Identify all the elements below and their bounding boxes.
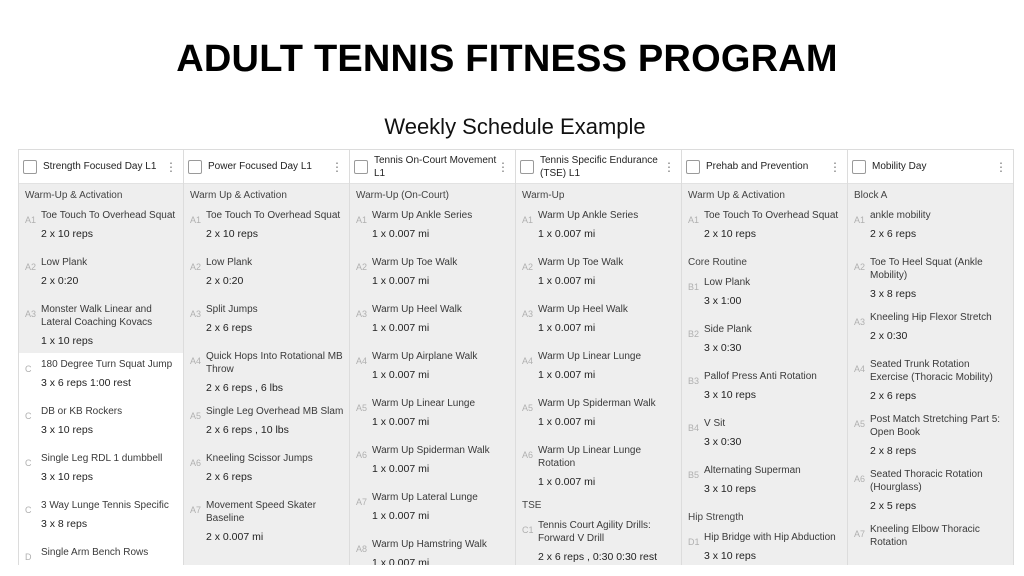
exercise-name: Kneeling Scissor Jumps	[206, 453, 313, 464]
select-day-checkbox[interactable]	[852, 160, 866, 174]
exercise-prescription: 1 x 0.007 mi	[372, 510, 430, 522]
exercise-content	[538, 395, 677, 439]
exercise-code: A3	[190, 309, 202, 319]
exercise-prescription: 2 x 0:20	[206, 275, 244, 287]
exercise-name: Warm Up Spiderman Walk	[538, 398, 656, 409]
day-title: Prehab and Prevention	[706, 161, 809, 172]
exercise-code: C	[25, 364, 32, 374]
exercise-prescription: 2 x 6 reps , 0:30 0:30 rest	[538, 551, 658, 563]
exercise-prescription: 2 x 6 reps	[206, 322, 253, 334]
exercise-code: A7	[190, 505, 202, 515]
exercise-code: A3	[356, 309, 368, 319]
exercise-name: Quick Hops Into Rotational MB Throw	[206, 351, 343, 375]
exercise-content	[870, 356, 1009, 408]
exercise-content	[870, 309, 1009, 353]
exercise-name: Low Plank	[206, 257, 253, 268]
day-title: Tennis Specific Endurance (TSE) L1	[540, 154, 658, 179]
exercise-name: DB or KB Rockers	[41, 406, 123, 417]
exercise-item[interactable]	[350, 298, 515, 345]
exercise-content	[538, 348, 677, 392]
exercise-prescription: 2 x 10 reps	[41, 228, 93, 240]
exercise-item[interactable]	[19, 298, 183, 353]
exercise-name: Toe To Heel Squat (Ankle Mobility)	[870, 257, 983, 281]
exercise-content	[538, 517, 677, 565]
day-column-header	[19, 150, 183, 184]
exercise-name: 180 Degree Turn Squat Jump	[41, 359, 173, 370]
exercise-item[interactable]	[682, 271, 847, 318]
exercise-content	[870, 254, 1009, 306]
exercise-content	[372, 442, 511, 486]
exercise-code: A4	[190, 356, 202, 366]
more-options-icon[interactable]: ⋮	[995, 159, 1007, 174]
exercise-name: Warm Up Heel Walk	[372, 304, 462, 315]
exercise-name: Toe Touch To Overhead Squat	[41, 210, 176, 221]
exercise-content	[372, 489, 511, 533]
day-column-header	[516, 150, 681, 184]
exercise-code: A3	[25, 309, 37, 319]
exercise-code: A8	[356, 544, 368, 554]
exercise-name: Post Match Stretching Part 5: Open Book	[870, 414, 1001, 438]
exercise-content	[372, 301, 511, 345]
exercise-prescription: 3 x 8 reps	[41, 518, 88, 530]
exercise-content	[538, 254, 677, 298]
exercise-name: Single Leg RDL 1 dumbbell	[41, 453, 163, 464]
exercise-content	[206, 450, 345, 494]
exercise-code: A7	[356, 497, 368, 507]
select-day-checkbox[interactable]	[23, 160, 37, 174]
day-title: Strength Focused Day L1	[43, 161, 157, 172]
day-column-header	[350, 150, 515, 184]
exercise-prescription: 1 x 0.007 mi	[538, 476, 596, 488]
exercise-content	[538, 442, 677, 494]
exercise-code: A2	[25, 262, 37, 272]
exercise-content	[41, 254, 179, 298]
exercise-content	[206, 254, 345, 298]
exercise-code: B4	[688, 423, 700, 433]
exercise-code: A6	[854, 474, 866, 484]
day-column-body	[184, 184, 349, 565]
section-heading: Block A	[854, 190, 888, 201]
exercise-item[interactable]	[682, 526, 847, 565]
exercise-name: Warm Up Ankle Series	[538, 210, 639, 221]
exercise-code: B5	[688, 470, 700, 480]
exercise-name: Warm Up Linear Lunge Rotation	[538, 445, 642, 469]
day-column-header	[184, 150, 349, 184]
exercise-item[interactable]	[682, 204, 847, 251]
exercise-content	[372, 536, 511, 565]
exercise-item[interactable]	[848, 353, 1013, 408]
exercise-item[interactable]	[848, 306, 1013, 353]
exercise-content	[206, 403, 345, 447]
exercise-content	[704, 462, 843, 506]
exercise-item[interactable]	[516, 514, 681, 565]
select-day-checkbox[interactable]	[354, 160, 368, 174]
exercise-name: Low Plank	[704, 277, 751, 288]
exercise-code: C	[25, 411, 32, 421]
section-heading: Warm Up & Activation	[190, 190, 287, 201]
exercise-prescription: 1 x 10 reps	[41, 335, 93, 347]
exercise-content	[206, 348, 345, 400]
exercise-item[interactable]	[682, 459, 847, 506]
exercise-item[interactable]	[848, 463, 1013, 518]
exercise-name: Warm Up Spiderman Walk	[372, 445, 490, 456]
exercise-content	[704, 415, 843, 459]
exercise-content	[870, 521, 1009, 565]
exercise-code: B2	[688, 329, 700, 339]
exercise-code: A5	[356, 403, 368, 413]
exercise-code: A1	[356, 215, 368, 225]
exercise-name: Seated Trunk Rotation Exercise (Thoracic Mobility)	[870, 359, 993, 383]
exercise-code: A2	[522, 262, 534, 272]
exercise-prescription: 3 x 6 reps 1:00 rest	[41, 377, 131, 389]
weekly-schedule-board	[18, 149, 1014, 565]
exercise-name: Kneeling Elbow Thoracic Rotation	[870, 524, 980, 548]
more-options-icon[interactable]: ⋮	[829, 159, 841, 174]
exercise-item[interactable]	[848, 518, 1013, 565]
exercise-code: D1	[688, 537, 700, 547]
exercise-prescription: 2 x 10 reps	[704, 228, 756, 240]
exercise-content	[704, 274, 843, 318]
exercise-content	[206, 497, 345, 549]
exercise-prescription: 1 x 0.007 mi	[538, 369, 596, 381]
exercise-name: Warm Up Airplane Walk	[372, 351, 478, 362]
day-title: Tennis On-Court Movement L1	[374, 154, 497, 179]
exercise-name: Toe Touch To Overhead Squat	[704, 210, 839, 221]
exercise-prescription: 3 x 1:00	[704, 295, 742, 307]
exercise-code: A3	[854, 317, 866, 327]
exercise-name: Warm Up Heel Walk	[538, 304, 628, 315]
exercise-code: B3	[688, 376, 700, 386]
select-day-checkbox[interactable]	[188, 160, 202, 174]
exercise-name: Tennis Court Agility Drills: Forward V Drill	[538, 520, 651, 544]
exercise-item[interactable]	[19, 353, 183, 400]
exercise-content	[704, 529, 843, 565]
exercise-name: Pallof Press Anti Rotation	[704, 371, 817, 382]
exercise-code: A2	[854, 262, 866, 272]
exercise-item[interactable]	[516, 204, 681, 251]
exercise-name: V Sit	[704, 418, 726, 429]
more-options-icon[interactable]: ⋮	[497, 159, 509, 174]
exercise-item[interactable]	[516, 298, 681, 345]
exercise-item[interactable]	[350, 251, 515, 298]
exercise-prescription: 1 x 0.007 mi	[372, 463, 430, 475]
exercise-code: A5	[854, 419, 866, 429]
exercise-code: A4	[854, 364, 866, 374]
section-heading: TSE	[522, 500, 542, 511]
day-column-body	[682, 184, 847, 565]
exercise-code: A6	[190, 458, 202, 468]
section-heading: Warm Up & Activation	[688, 190, 785, 201]
exercise-content	[372, 395, 511, 439]
exercise-name: ankle mobility	[870, 210, 931, 221]
exercise-code: A2	[190, 262, 202, 272]
day-column-header	[848, 150, 1013, 184]
section-heading: Warm-Up & Activation	[25, 190, 123, 201]
exercise-prescription: 2 x 6 reps	[870, 228, 917, 240]
day-column-body	[350, 184, 515, 565]
section-heading: Warm-Up	[522, 190, 565, 201]
exercise-content	[206, 207, 345, 251]
exercise-content	[206, 301, 345, 345]
exercise-prescription: 2 x 6 reps	[870, 390, 917, 402]
exercise-code: B1	[688, 282, 700, 292]
exercise-prescription: 1 x 0.007 mi	[372, 369, 430, 381]
exercise-content	[41, 497, 179, 541]
exercise-prescription: 1 x 0.007 mi	[372, 228, 430, 240]
exercise-prescription	[41, 559, 179, 565]
exercise-name: Warm Up Toe Walk	[372, 257, 458, 268]
section-heading: Hip Strength	[688, 512, 744, 523]
exercise-name: Warm Up Ankle Series	[372, 210, 473, 221]
exercise-prescription: 3 x 10 reps	[704, 389, 756, 401]
exercise-name: Warm Up Toe Walk	[538, 257, 624, 268]
exercise-prescription: 3 x 0:30	[704, 436, 742, 448]
exercise-item[interactable]	[682, 318, 847, 365]
exercise-name: Warm Up Lateral Lunge	[372, 492, 478, 503]
exercise-content	[704, 321, 843, 365]
exercise-item[interactable]	[19, 204, 183, 251]
exercise-prescription: 2 x 0:20	[41, 275, 79, 287]
exercise-name: Alternating Superman	[704, 465, 801, 476]
exercise-prescription: 1 x 0.007 mi	[372, 416, 430, 428]
exercise-name: Kneeling Hip Flexor Stretch	[870, 312, 992, 323]
exercise-code: A1	[522, 215, 534, 225]
exercise-item[interactable]	[19, 494, 183, 541]
exercise-code: C1	[522, 525, 534, 535]
exercise-item[interactable]	[184, 345, 349, 400]
exercise-item[interactable]	[848, 251, 1013, 306]
exercise-prescription	[870, 549, 1009, 561]
exercise-prescription: 3 x 0:30	[704, 342, 742, 354]
day-column	[516, 150, 682, 565]
exercise-prescription: 2 x 5 reps	[870, 500, 917, 512]
exercise-prescription: 1 x 0.007 mi	[538, 228, 596, 240]
exercise-prescription: 2 x 8 reps	[870, 445, 917, 457]
exercise-content	[41, 356, 179, 400]
day-column-header	[682, 150, 847, 184]
exercise-code: C	[25, 458, 32, 468]
more-options-icon[interactable]: ⋮	[331, 159, 343, 174]
day-column	[184, 150, 350, 565]
exercise-prescription: 3 x 10 reps	[41, 424, 93, 436]
exercise-prescription: 3 x 10 reps	[704, 483, 756, 495]
exercise-item[interactable]	[516, 251, 681, 298]
exercise-prescription: 3 x 10 reps	[704, 550, 756, 562]
exercise-code: A6	[522, 450, 534, 460]
exercise-code: A1	[688, 215, 700, 225]
exercise-prescription: 3 x 10 reps	[41, 471, 93, 483]
exercise-content	[41, 207, 179, 251]
day-column-body	[19, 184, 183, 565]
exercise-content	[538, 207, 677, 251]
exercise-name: Split Jumps	[206, 304, 258, 315]
exercise-name: Toe Touch To Overhead Squat	[206, 210, 341, 221]
exercise-code: A3	[522, 309, 534, 319]
exercise-name: Monster Walk Linear and Lateral Coaching Kovacs	[41, 304, 153, 328]
section-heading: Warm-Up (On-Court)	[356, 190, 449, 201]
exercise-name: Low Plank	[41, 257, 88, 268]
exercise-item[interactable]	[350, 486, 515, 533]
exercise-code: A6	[356, 450, 368, 460]
exercise-content	[41, 544, 179, 565]
select-day-checkbox[interactable]	[520, 160, 534, 174]
exercise-code: A1	[190, 215, 202, 225]
exercise-code: D	[25, 552, 32, 562]
exercise-item[interactable]	[516, 345, 681, 392]
more-options-icon[interactable]: ⋮	[165, 159, 177, 174]
exercise-content	[372, 348, 511, 392]
exercise-name: Single Leg Overhead MB Slam	[206, 406, 344, 417]
exercise-prescription: 1 x 0.007 mi	[372, 557, 430, 565]
exercise-item[interactable]	[682, 412, 847, 459]
exercise-content	[41, 301, 179, 353]
exercise-item[interactable]	[350, 204, 515, 251]
exercise-item[interactable]	[19, 400, 183, 447]
exercise-prescription: 2 x 0.007 mi	[206, 531, 264, 543]
exercise-code: A4	[522, 356, 534, 366]
day-column	[848, 150, 1014, 565]
exercise-name: Hip Bridge with Hip Abduction	[704, 532, 836, 543]
select-day-checkbox[interactable]	[686, 160, 700, 174]
exercise-name: Seated Thoracic Rotation (Hourglass)	[870, 469, 983, 493]
exercise-name: 3 Way Lunge Tennis Specific	[41, 500, 169, 511]
exercise-prescription: 3 x 8 reps	[870, 288, 917, 300]
exercise-name: Warm Up Hamstring Walk	[372, 539, 487, 550]
exercise-prescription: 2 x 10 reps	[206, 228, 258, 240]
exercise-item[interactable]	[682, 365, 847, 412]
exercise-content	[372, 254, 511, 298]
exercise-item[interactable]	[350, 439, 515, 486]
exercise-prescription: 2 x 6 reps	[206, 471, 253, 483]
day-column	[682, 150, 848, 565]
exercise-item[interactable]	[184, 447, 349, 494]
exercise-code: A1	[25, 215, 37, 225]
exercise-item[interactable]	[848, 408, 1013, 463]
exercise-content	[870, 411, 1009, 463]
exercise-item[interactable]	[184, 204, 349, 251]
exercise-content	[41, 450, 179, 494]
day-column	[350, 150, 516, 565]
exercise-item[interactable]	[19, 447, 183, 494]
exercise-item[interactable]	[848, 204, 1013, 251]
day-title: Mobility Day	[872, 161, 927, 172]
exercise-item[interactable]	[184, 400, 349, 447]
exercise-item[interactable]	[184, 494, 349, 549]
exercise-content	[538, 301, 677, 345]
exercise-name: Warm Up Linear Lunge	[372, 398, 476, 409]
exercise-code: A5	[522, 403, 534, 413]
exercise-name: Movement Speed Skater Baseline	[206, 500, 317, 524]
exercise-code: C	[25, 505, 32, 515]
exercise-prescription: 1 x 0.007 mi	[538, 275, 596, 287]
exercise-code: A1	[854, 215, 866, 225]
exercise-item[interactable]	[184, 251, 349, 298]
exercise-prescription: 2 x 6 reps , 6 lbs	[206, 382, 284, 394]
day-column	[18, 150, 184, 565]
exercise-item[interactable]	[516, 439, 681, 494]
page-subtitle: Weekly Schedule Example	[384, 114, 646, 139]
exercise-item[interactable]	[19, 251, 183, 298]
exercise-content	[704, 368, 843, 412]
exercise-item[interactable]	[19, 541, 183, 565]
exercise-content	[870, 207, 1009, 251]
exercise-name: Warm Up Linear Lunge	[538, 351, 642, 362]
exercise-prescription: 1 x 0.007 mi	[538, 322, 596, 334]
exercise-code: A7	[854, 529, 866, 539]
exercise-item[interactable]	[516, 392, 681, 439]
exercise-content	[372, 207, 511, 251]
exercise-prescription: 1 x 0.007 mi	[372, 275, 430, 287]
exercise-name: Side Plank	[704, 324, 752, 335]
exercise-item[interactable]	[350, 392, 515, 439]
exercise-name: Single Arm Bench Rows	[41, 547, 149, 558]
exercise-code: A5	[190, 411, 202, 421]
exercise-prescription: 2 x 6 reps , 10 lbs	[206, 424, 289, 436]
exercise-code: A2	[356, 262, 368, 272]
section-heading: Core Routine	[688, 257, 747, 268]
exercise-prescription: 1 x 0.007 mi	[372, 322, 430, 334]
exercise-content	[870, 466, 1009, 518]
more-options-icon[interactable]: ⋮	[663, 159, 675, 174]
day-title: Power Focused Day L1	[208, 161, 312, 172]
exercise-prescription: 2 x 0:30	[870, 330, 908, 342]
page-title: ADULT TENNIS FITNESS PROGRAM	[176, 38, 838, 80]
exercise-content	[704, 207, 843, 251]
exercise-prescription: 1 x 0.007 mi	[538, 416, 596, 428]
exercise-item[interactable]	[350, 533, 515, 565]
day-column-body	[516, 184, 681, 565]
exercise-item[interactable]	[350, 345, 515, 392]
day-column-body	[848, 184, 1013, 565]
exercise-code: A4	[356, 356, 368, 366]
exercise-content	[41, 403, 179, 447]
exercise-item[interactable]	[184, 298, 349, 345]
